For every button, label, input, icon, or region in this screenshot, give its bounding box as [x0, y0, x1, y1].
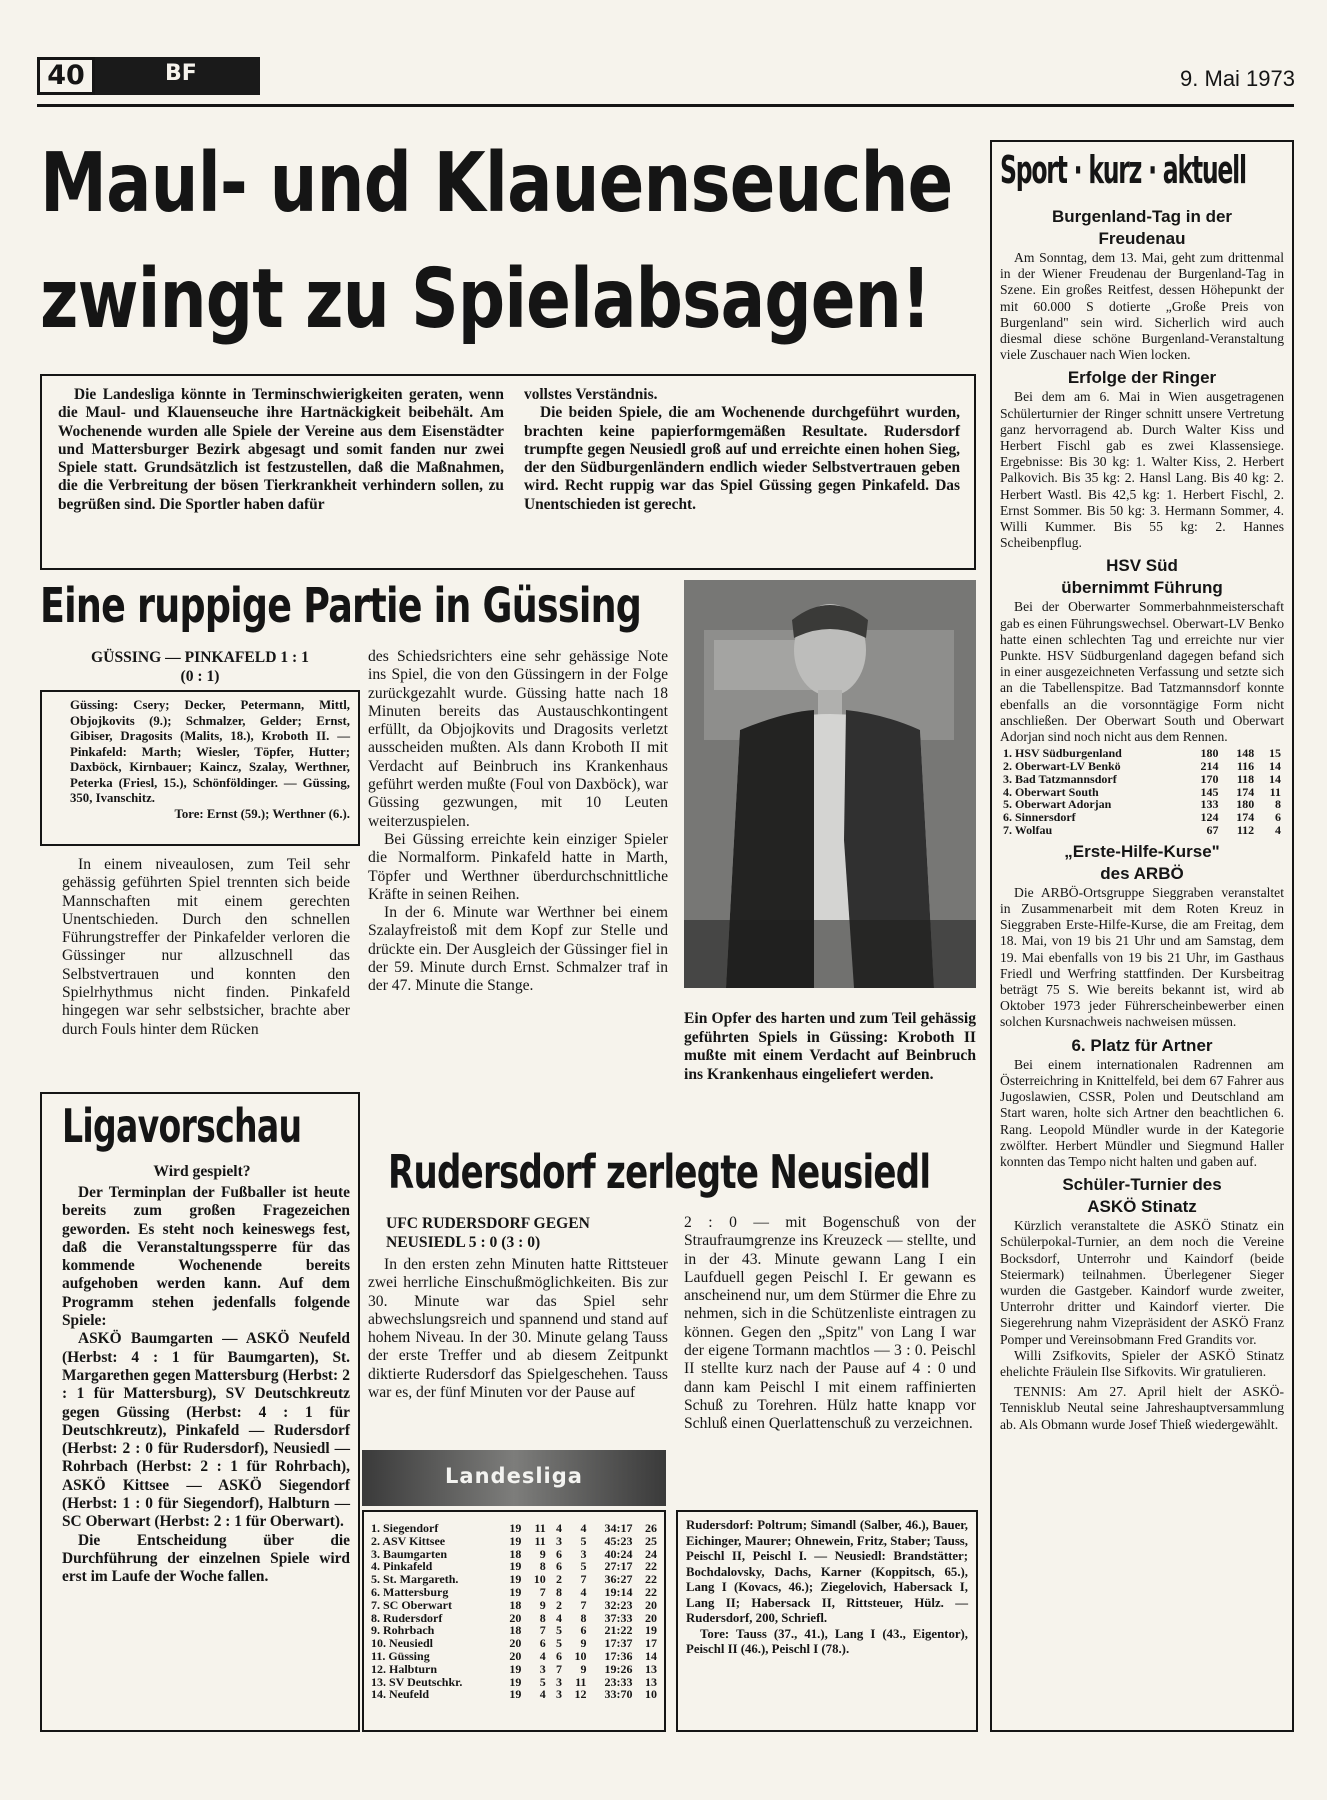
sidebar-s3-p: Bei der Oberwarter Sommerbahnmeisterschaft gab es einen Führungswechsel. Oberwart-LV Benko hatte einen schlechten Tag und erreichte nur vier Punkte. HSV Südburgenland dagegen befand sich in einer ausgezeichneten Verfassung und setzte sich an die Tabellenspitze. Bad Tatzmannsdorf konnte ebenfalls an die vorsonntägige Form nicht anschließen. Der Oberwart South und Oberwart Adorjan sind noch nicht aus dem Rennen. — [1000, 599, 1284, 745]
table-row-cell: 3 — [556, 1687, 563, 1702]
header-rule — [37, 104, 1294, 107]
landesliga-table — [368, 1522, 660, 1701]
standings-row-cell: 180 — [1200, 746, 1219, 761]
ligavorschau-p2: ASKÖ Baumgarten — ASKÖ Neufeld (Herbst: 4 : 1 für Baumgarten), St. Margarethen gegen Mattersburg (Herbst: 2 : 1 für Mattersburg), SV Deutschkreutz gegen Güssing (Herbst: 4 : 1 für Deutschkreutz), Pinkafeld — Rudersdorf (Herbst: 2 : 0 für Rudersdorf), Neusiedl — Rohrbach (Herbst: 2 : 1 für Rohrbach), ASKÖ Kittsee — ASKÖ Siegendorf (Herbst: 1 : 0 für Siegendorf), Halbturn — SC Oberwart (Herbst: 2 : 1 für Oberwart). — [62, 1330, 350, 1531]
table-row-cell: 4 — [556, 1521, 563, 1535]
table-row-cell: 10 — [645, 1687, 657, 1702]
sidebar-s4-p: Die ARBÖ-Ortsgruppe Sieggraben veranstaltet in Zusammenarbeit mit dem Roten Kreuz in Sieggraben Erste-Hilfe-Kurse, die am Freitag, dem 18. Mai, von 19 bis 21 Uhr und am Samstag, dem 19. Mai ebenfalls von 19 bis 21 Uhr, im Gasthaus Friedl und Werfring stattfinden. Der Kursbeitrag beträgt 75 S. Wie bereits bekannt ist, wird ab Oktober 1973 jeder Führerscheinbewerber einen solchen Kursnachweis nachweisen müssen. — [1000, 884, 1284, 1030]
section-label: BF — [165, 61, 197, 86]
table-row-cell: 5. St. Margareth. — [371, 1572, 459, 1587]
table-row-cell: 4 — [580, 1584, 587, 1599]
standings-row-cell: 116 — [1236, 759, 1255, 774]
standings-row — [1000, 824, 1284, 837]
table-row-cell: 3 — [556, 1674, 563, 1689]
standings-row-cell: 214 — [1200, 759, 1219, 774]
table-row-cell: 19 — [509, 1572, 522, 1587]
sidebar-s4-head: „Erste-Hilfe-Kurse" des ARBÖ — [1064, 841, 1220, 883]
table-row-cell: 6 — [539, 1636, 546, 1651]
table-row-cell: 45:23 — [604, 1533, 633, 1548]
table-row-cell: 9 — [580, 1636, 587, 1651]
standings-row-cell: 4 — [1275, 823, 1281, 838]
table-row-cell: 4 — [539, 1687, 546, 1702]
table-row-cell: 9. Rohrbach — [371, 1623, 435, 1638]
sidebar-s3-text — [1000, 599, 1284, 745]
table-row-cell: 19 — [509, 1584, 522, 1599]
photo-caption: Ein Opfer des harten und zum Teil gehässig geführten Spiels in Güssing: Kroboth II mußte mit einem Verdacht auf Beinbruch ins Krankenhaus eingeliefert werden. — [684, 1010, 976, 1083]
standings-row-cell: 148 — [1236, 746, 1255, 761]
table-row-cell: 36:27 — [604, 1572, 633, 1587]
table-row-cell: 26 — [645, 1521, 657, 1535]
table-row-cell: 2 — [556, 1572, 563, 1587]
guessing-body-col2-p3: In der 6. Minute war Werthner bei einem Szalayfreistoß mit dem Kopf zur Stelle und drückte ein. Der Ausgleich der Güssinger fiel in der 59. Minute durch Ernst. Schmalzer traf in der 47. Minute die Stange. — [368, 904, 668, 995]
standings-row-cell: 133 — [1200, 797, 1219, 812]
table-row-cell: 6 — [580, 1623, 587, 1638]
table-row — [368, 1586, 660, 1599]
table-row-cell: 2 — [556, 1597, 563, 1612]
ligavorschau-headline: Ligavorschau — [62, 1099, 302, 1153]
table-row-cell: 2. ASV Kittsee — [371, 1533, 446, 1548]
table-row-cell: 5 — [556, 1636, 563, 1651]
table-row-cell: 23:33 — [604, 1674, 633, 1689]
table-row-cell: 17:36 — [604, 1648, 633, 1663]
table-row — [368, 1535, 660, 1548]
table-row-cell: 6 — [556, 1648, 563, 1663]
standings-row-cell: 1. HSV Südburgenland — [1003, 746, 1122, 761]
table-row-cell: 11. Güssing — [371, 1648, 430, 1663]
table-row-cell: 5 — [539, 1674, 546, 1689]
table-row-cell: 3. Baumgarten — [371, 1546, 447, 1561]
standings-row-cell: 3. Bad Tatzmannsdorf — [1003, 771, 1117, 786]
rudersdorf-lineup — [686, 1518, 968, 1658]
table-row-cell: 11 — [575, 1674, 587, 1689]
rudersdorf-lineup-text: Rudersdorf: Poltrum; Simandl (Salber, 46.), Bauer, Eichinger, Maurer; Ohnewein, Fritz, Staber; Tauss, Peischl II, Peischl I. — Neusiedl: Brandstätter; Bochdalovsky, Dachs, Karner (Koppitsch, 65.), Lang I (Kovacs, 46.); Ziegelovich, Habersack I, Lang II; Habersack II, Rittsteuer, Hülz. — Rudersdorf, 200, Schriefl. — [686, 1518, 968, 1625]
table-row-cell: 14. Neufeld — [371, 1687, 429, 1702]
sidebar-s2-p: Bei dem am 6. Mai in Wien ausgetragenen Schülerturnier der Ringer schnitt unsere Vertretung ganz hervorragend ab. Durch Walter Kiss und Herbert Fischl gab es zwei Klassensiege. Ergebnisse: Bis 30 kg: 1. Walter Kiss, 2. Herbert Palkovich. Bis 35 kg: 2. Hansl Lang. Bis 40 kg: 2. Herbert Wastl. Bis 42,5 kg: 1. Herbert Fischl, 2. Ernst Sommer. Bis 50 kg: 3. Hermann Sommer, 4. Willi Kummer. Bis 55 kg: 2. Hannes Scheibenpflug. — [1000, 389, 1284, 551]
table-row-cell: 12. Halbturn — [371, 1661, 438, 1676]
guessing-lineup — [70, 698, 350, 822]
standings-row-cell: 11 — [1269, 784, 1281, 799]
sidebar-s1-p: Am Sonntag, dem 13. Mai, geht zum drittenmal in der Wiener Freudenau der Burgenland-Tag in Szene. Ein großes Reitfest, dessen Höhepunkt der mit 60.000 S dotierte „Große Preis von Burgenland" sein wird. Sicherlich wird auch diesmal diese schöne Burgenland-Veranstaltung viele Zuschauer nach Wien locken. — [1000, 250, 1284, 363]
guessing-body-p1: In einem niveaulosen, zum Teil sehr gehässig geführten Spiel trennten sich beide Mannschaften mit einem gerechten Unentschieden. Durch den schnellen Führungstreffer der Pinkafelder verloren die Güssinger nur allzuschnell das Selbstvertrauen und konnten den Spielrhythmus nicht finden. Pinkafeld hingegen war sehr selbstsicher, brachte aber durch Fouls hinter dem Rücken — [62, 856, 350, 1038]
lead-col1-text: Die Landesliga könnte in Terminschwierigkeiten geraten, wenn die Maul- und Klauenseuche ihre Hartnäckigkeit beibehält. Am Wochenende wurden alle Spiele der Vereine aus dem Eisenstädter und Mattersburger Bezirk abgesagt und somit fanden nur zwei Spiele statt. Grundsätzlich ist festzustellen, daß die Maßnahmen, die die Verbreitung der bösen Tierkrankheit verhindern sollen, zu begrüßen sind. Die Sportler haben dafür — [58, 386, 504, 513]
lead-col2-text2: Die beiden Spiele, die am Wochenende durchgeführt wurden, brachten keine papierformgemäßen Resultate. Rudersdorf trumpfte gegen Neusiedl groß auf und erreichte einen hohen Sieg, der den Südburgenländern endlich wieder Selbstvertrauen geben wird. Recht ruppig war das Spiel Güssing gegen Pinkafeld. Das Unentschieden ist gerecht. — [524, 404, 960, 513]
rudersdorf-result-line1: UFC RUDERSDORF GEGEN — [386, 1215, 590, 1232]
table-row-cell: 17 — [645, 1636, 657, 1651]
table-row-cell: 19:14 — [604, 1584, 633, 1599]
table-row-cell: 13 — [645, 1674, 657, 1689]
sidebar-s6-head: Schüler-Turnier des ASKÖ Stinatz — [1062, 1175, 1222, 1217]
table-row-cell: 11 — [534, 1521, 546, 1535]
standings-row-cell: 7. Wolfau — [1003, 823, 1053, 838]
table-row-cell: 19:26 — [604, 1661, 633, 1676]
table-row-cell: 33:70 — [604, 1687, 633, 1702]
table-row-cell: 7 — [539, 1623, 546, 1638]
table-row-cell: 8 — [556, 1584, 563, 1599]
standings-row-cell: 174 — [1236, 810, 1255, 825]
table-row-cell: 3 — [580, 1546, 587, 1561]
table-row-cell: 4 — [580, 1521, 587, 1535]
rudersdorf-body-col1 — [368, 1256, 668, 1402]
sidebar-s5-p: Bei einem internationalen Radrennen am Österreichring in Knittelfeld, bei dem 67 Fahrer aus Jugoslawien, CSSR, Polen und Deutschland am Start waren, holte sich Artner den beachtlichen 6. Rang. Leopold Mündler wurde in der Kategorie zwölfter. Herbert Mündler und Siegmund Haller konnten das Tempo nicht halten und gaben auf. — [1000, 1056, 1284, 1169]
table-row-cell: 25 — [645, 1533, 657, 1548]
table-row-cell: 22 — [645, 1584, 657, 1599]
sidebar-s5-head: 6. Platz für Artner — [1071, 1035, 1213, 1055]
table-row-cell: 20 — [645, 1610, 657, 1625]
table-row-cell: 19 — [509, 1687, 522, 1702]
standings-row-cell: 2. Oberwart-LV Benkö — [1003, 759, 1121, 774]
table-row-cell: 8 — [539, 1559, 546, 1574]
rudersdorf-result — [368, 1214, 686, 1252]
table-row-cell: 18 — [509, 1597, 522, 1612]
guessing-body-col2-p2: Bei Güssing erreichte kein einziger Spieler die Normalform. Pinkafeld hatte in Marth, Töpfer und Werthner überdurchschnittliche Kräfte in seinen Reihen. — [368, 830, 668, 903]
table-row-cell: 27:17 — [604, 1559, 633, 1574]
sidebar-s3-table — [1000, 747, 1284, 837]
guessing-result-line1: GÜSSING — PINKAFELD 1 : 1 — [91, 649, 309, 666]
ligavorschau-p3: Die Entscheidung über die Durchführung der einzelnen Spiele wird erst im Laufe der Woche fallen. — [62, 1531, 350, 1586]
ligavorschau-subhead: Wird gespielt? — [153, 1163, 251, 1180]
standings-row-cell: 112 — [1236, 823, 1255, 838]
sidebar-s7-p: TENNIS: Am 27. April hielt der ASKÖ-Tennisklub Neutal seine Jahreshauptversammlung ab. Als Obmann wurde Josef Thieß wiedergewählt. — [1000, 1384, 1284, 1432]
table-row-cell: 19 — [509, 1661, 522, 1676]
standings-row-cell: 145 — [1200, 784, 1219, 799]
table-row-cell: 4 — [556, 1610, 563, 1625]
table-row-cell: 20 — [645, 1597, 657, 1612]
guessing-result-line2: (0 : 1) — [180, 668, 220, 685]
table-row-cell: 21:22 — [604, 1623, 633, 1638]
table-row-cell: 10. Neusiedl — [371, 1636, 434, 1651]
table-row-cell: 9 — [539, 1597, 546, 1612]
sidebar-content — [1000, 206, 1284, 1433]
standings-row-cell: 170 — [1200, 771, 1219, 786]
table-row-cell: 7 — [556, 1661, 563, 1676]
table-row-cell: 19 — [509, 1533, 522, 1548]
table-row-cell: 10 — [533, 1572, 546, 1587]
sidebar-s6-text — [1000, 1218, 1284, 1433]
table-row-cell: 24 — [645, 1546, 657, 1561]
table-row — [368, 1650, 660, 1663]
standings-row-cell: 180 — [1236, 797, 1255, 812]
table-row-cell: 20 — [509, 1636, 522, 1651]
rudersdorf-result-line2: NEUSIEDL 5 : 0 (3 : 0) — [386, 1234, 541, 1251]
table-row-cell: 18 — [509, 1623, 522, 1638]
sidebar-s1-head: Burgenland-Tag in der Freudenau — [1051, 207, 1233, 248]
table-row-cell: 19 — [509, 1521, 522, 1535]
table-row-cell: 6 — [556, 1546, 563, 1561]
ligavorschau-body — [62, 1184, 350, 1587]
section-bar — [95, 57, 260, 95]
standings-row-cell: 6. Sinnersdorf — [1003, 810, 1076, 825]
lead-col2 — [524, 386, 960, 514]
table-row-cell: 37:33 — [604, 1610, 633, 1625]
table-row-cell: 9 — [580, 1661, 587, 1676]
table-row-cell: 7 — [539, 1584, 546, 1599]
standings-row-cell: 124 — [1200, 810, 1219, 825]
table-row-cell: 10 — [574, 1648, 587, 1663]
landesliga-banner — [362, 1450, 666, 1506]
rudersdorf-body-col2-text: 2 : 0 — mit Bogenschuß von der Straufraumgrenze ins Kreuzeck — stellte, und in der 43. Minute gewann Lang I ein Laufduell gegen Peischl I. Er gewann es anscheinend nur, um dem Stürmer die Ehre zu nehmen, sich in die Schützenliste eintragen zu können. Gegen den „Spitz" von Lang I war der eigene Tormann machtlos — 3 : 0. Peischl II stellte kurz nach der Pause auf 4 : 0 und dann kam Peischl I mit einem raffinierten Schuß zu Torehren. Hülz hatte knapp vor Schluß einen Querlattenschuß zu verzeichnen. — [684, 1214, 976, 1433]
standings-row-cell: 4. Oberwart South — [1003, 784, 1099, 799]
sidebar-s2-text — [1000, 389, 1284, 551]
guessing-body-col1 — [62, 856, 350, 1039]
table-row-cell: 19 — [509, 1674, 522, 1689]
table-row-cell: 18 — [509, 1546, 522, 1561]
table-row-cell: 9 — [539, 1546, 546, 1561]
lead-col2-text: vollstes Verständnis. — [524, 386, 658, 403]
table-row-cell: 8 — [539, 1610, 546, 1625]
table-row-cell: 17:37 — [604, 1636, 633, 1651]
sidebar-s6-p: Kürzlich veranstaltete die ASKÖ Stinatz ein Schülerpokal-Turnier, an dem noch die Vereine Bocksdorf, Unterrohr und Kaindorf (beide Steiermark) teilnahmen. Überlegener Sieger wurden die Gastgeber. Kaindorf wurde zweiter, Unterrohr dritter und Kaindorf vierter. Die Siegerehrung nahm Vizepräsident der ASKÖ Franz Pomper und Vereinsobmann Fred Grandits vor. — [1000, 1218, 1284, 1347]
rudersdorf-goals: Tore: Tauss (37., 41.), Lang I (43., Eigentor), Peischl II (46.), Peischl I (78.). — [686, 1626, 968, 1656]
standings-row-cell: 15 — [1269, 746, 1281, 761]
table-row-cell: 3 — [539, 1661, 546, 1676]
table-row-cell: 14 — [645, 1648, 657, 1663]
landesliga-title: Landesliga — [445, 1464, 583, 1488]
table-row-cell: 8. Rudersdorf — [371, 1610, 443, 1625]
table-row-cell: 4 — [539, 1648, 546, 1663]
table-row-cell: 7. SC Oberwart — [371, 1597, 452, 1612]
guessing-body-col2 — [368, 648, 668, 996]
table-row-cell: 19 — [509, 1559, 522, 1574]
table-row — [368, 1522, 660, 1535]
table-row-cell: 20 — [509, 1648, 522, 1663]
table-row-cell: 11 — [534, 1533, 546, 1548]
table-row-cell: 34:17 — [604, 1521, 633, 1535]
guessing-headline: Eine ruppige Partie in Güssing — [40, 578, 642, 634]
sidebar-s2-head: Erfolge der Ringer — [1067, 368, 1217, 388]
table-row-cell: 5 — [580, 1559, 587, 1574]
standings-row-cell: 5. Oberwart Adorjan — [1003, 797, 1112, 812]
ligavorschau-p1: Der Terminplan der Fußballer ist heute bereits zum großen Fragezeichen geworden. Es steht noch keineswegs fest, daß die Veranstaltungssperre für das kommende Wochenende bereits aufgehoben werden kann. Auf dem Programm stehen jedenfalls folgende Spiele: — [62, 1184, 350, 1330]
sidebar-s3-head: HSV Süd übernimmt Führung — [1061, 556, 1223, 598]
table-row-cell: 13 — [645, 1661, 657, 1676]
guessing-body-col2-p1: des Schiedsrichters eine sehr gehässige Note ins Spiel, die von den Güssingern in der Folge zurückgezahlt wurde. Güssing hatte nach 18 Minuten bereits das Austauschkontingent erfüllt, da Objojkovits und Dragosits verletzt ausscheiden mußten. Als dann Kroboth II mit Verdacht auf Beinbruch ins Krankenhaus geführt werden mußte (Foul von Daxböck), war Güssing gezwungen, mit 10 Leuten weiterzuspielen. — [368, 648, 668, 830]
standings-row-cell: 67 — [1206, 823, 1219, 838]
standings-row-cell: 14 — [1269, 771, 1281, 786]
standings-row-cell: 14 — [1269, 759, 1281, 774]
rudersdorf-body-col2 — [684, 1214, 976, 1434]
table-row-cell: 12 — [574, 1687, 587, 1702]
table-row-cell: 19 — [645, 1623, 657, 1638]
sidebar-s6-p2: Willi Zsifkovits, Spieler der ASKÖ Stinatz ehelichte Fräulein Ilse Sifkovits. Wir gratulieren. — [1000, 1347, 1284, 1379]
sidebar-s4-text — [1000, 885, 1284, 1031]
table-row-cell: 5 — [556, 1623, 563, 1638]
rudersdorf-headline: Rudersdorf zerlegte Neusiedl — [388, 1145, 931, 1199]
table-row-cell: 40:24 — [604, 1546, 633, 1561]
page-number-box — [37, 57, 95, 95]
table-row-cell: 7 — [580, 1597, 587, 1612]
table-row-cell: 8 — [580, 1610, 587, 1625]
table-row-cell: 4. Pinkafeld — [371, 1559, 433, 1574]
sidebar-s5-text — [1000, 1057, 1284, 1170]
guessing-lineup-text: Güssing: Csery; Decker, Petermann, Mittl, Objojkovits (9.); Schmalzer, Gelder; Ernst, Gibiser, Dragosits (Malits, 18.), Kroboth II. — Pinkafeld: Marth; Wiesler, Töpfer, Hutter; Daxböck, Kirnbauer; Kaincz, Szalay, Werthner, Peterka (Friesl, 15.), Schönföldinger. — Güssing, 350, Ivanschitz. — [70, 698, 350, 805]
table-row-cell: 3 — [556, 1533, 563, 1548]
guessing-goals: Tore: Ernst (59.); Werthner (6.). — [174, 806, 350, 821]
standings-row-cell: 118 — [1236, 771, 1255, 786]
standings-row-cell: 8 — [1275, 797, 1281, 812]
table-row — [368, 1663, 660, 1676]
table-row-cell: 13. SV Deutschkr. — [371, 1674, 463, 1689]
standings-row-cell: 6 — [1275, 810, 1281, 825]
table-row-cell: 7 — [580, 1572, 587, 1587]
sidebar-title: Sport · kurz · aktuell — [1000, 148, 1246, 192]
table-row-cell: 32:23 — [604, 1597, 633, 1612]
table-row — [368, 1688, 660, 1701]
standings-row-cell: 174 — [1236, 784, 1255, 799]
table-row-cell: 6. Mattersburg — [371, 1584, 449, 1599]
player-photo-illustration — [684, 580, 976, 988]
table-row-cell: 20 — [509, 1610, 522, 1625]
standings-row — [1000, 760, 1284, 773]
sidebar-s1-text — [1000, 250, 1284, 363]
table-row-cell: 5 — [580, 1533, 587, 1548]
table-row-cell: 22 — [645, 1572, 657, 1587]
player-photo — [684, 580, 976, 988]
page-number: 40 — [47, 60, 85, 91]
issue-date: 9. Mai 1973 — [1180, 66, 1295, 91]
table-row-cell: 1. Siegendorf — [371, 1521, 439, 1535]
headline-line1: Maul- und Klauenseuche — [40, 136, 953, 231]
guessing-result — [40, 648, 360, 686]
rudersdorf-body-p1: In den ersten zehn Minuten hatte Rittsteuer zwei herrliche Einschußmöglichkeiten. Bis zur 30. Minute war das Spiel sehr abwechslungsreich und spannend und stand auf hohem Niveau. In der 30. Minute gelang Tauss der erste Treffer und ab diesem Zeitpunkt diktierte Rudersdorf das Spielgeschehen. Tauss war es, der fünf Minuten vor der Pause auf — [368, 1256, 668, 1402]
headline-line2: zwingt zu Spielabsagen! — [40, 252, 931, 347]
table-row-cell: 6 — [556, 1559, 563, 1574]
standings-row — [1000, 773, 1284, 786]
table-row-cell: 22 — [645, 1559, 657, 1574]
table-row — [368, 1599, 660, 1612]
lead-col1 — [58, 386, 504, 514]
